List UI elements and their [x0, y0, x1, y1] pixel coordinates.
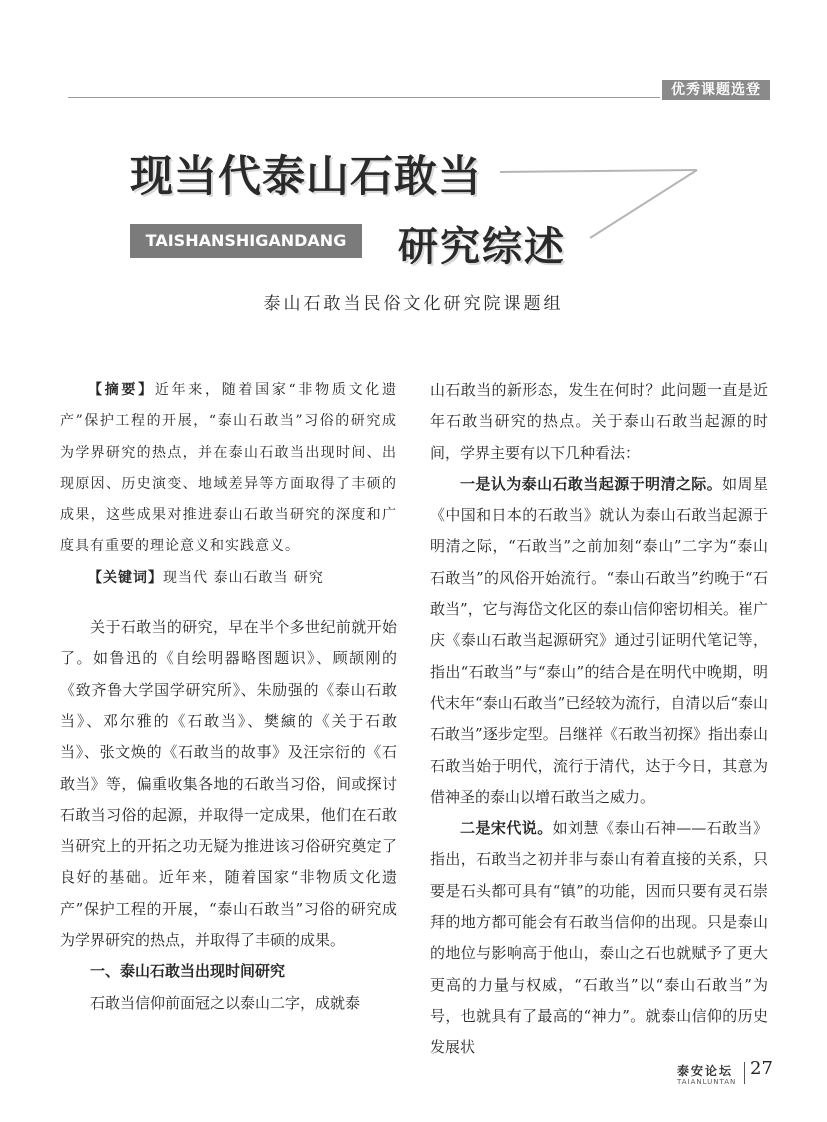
body-paragraph: 山石敢当的新形态，发生在何时？此问题一直是近年石敢当研究的热点。关于泰山石敢当起源的时间，学界主要有以下几种看法： [430, 381, 768, 462]
section-tag: 优秀课题选登 [662, 80, 770, 100]
body-paragraph [430, 813, 768, 1063]
body-paragraph: 石敢当信仰前面冠之以泰山二字，成就泰 [90, 993, 361, 1012]
footer-brand: 泰安论坛 [677, 1064, 734, 1078]
spacer [60, 594, 397, 612]
title-pinyin: TAISHANSHIGANDANG [130, 224, 362, 258]
abstract-text: 近年来，随着国家“非物质文化遗产”保护工程的开展，“泰山石敢当”习俗的研究成为学界研究的热点，并在泰山石敢当出现时间、出现原因、历史演变、地域差异等方面取得了丰硕的成果，这些成果对推进泰山石敢当研究的深度和广度具有重要的理论意义和实践意义。 [60, 382, 397, 555]
view-lead: 一是认为泰山石敢当起源于明清之际。 [460, 474, 723, 493]
article-title-line2: 研究综述 [398, 224, 566, 270]
section-heading: 一、泰山石敢当出现时间研究 [90, 962, 286, 981]
view-lead: 二是宋代说。 [460, 819, 553, 838]
view-text: 如周星《中国和日本的石敢当》就认为泰山石敢当起源于明清之际，“石敢当”之前加刻“泰山”二字为“泰山石敢当”的风俗开始流行。“泰山石敢当”约晚于“石敢当”，它与海岱文化区的泰山信仰密切相关。崔广庆《泰山石敢当起源研究》通过引证明代笔记等，指出“石敢当”与“泰山”的结合是在明代中晚期，明代末年“泰山石敢当”已经较为流行，自清以后“泰山石敢当”逐步定型。吕继祥《石敢当初探》指出泰山石敢当始于明代，流行于清代，达于今日，其意为借神圣的泰山以增石敢当之威力。 [430, 474, 769, 806]
deco-line-diagonal [590, 170, 697, 238]
article-title-line1: 现当代泰山石敢当 [130, 152, 482, 202]
deco-line-top [500, 170, 697, 172]
body-paragraph [430, 469, 768, 813]
body-paragraph: 关于石敢当的研究，早在半个多世纪前就开始了。如鲁迅的《自绘明器略图题识》、顾颉刚的《致齐鲁大学国学研究所》、朱励强的《泰山石敢当》、邓尔雅的《石敢当》、樊縯的《关于石敢当》、张文焕的《石敢当的故事》及汪宗衍的《石敢当》等，偏重收集各地的石敢当习俗，间或探讨石敢当习俗的起源，并取得一定成果，他们在石敢当研究上的开拓之功无疑为推进该习俗研究奠定了良好的基础。近年来，随着国家“非物质文化遗产”保护工程的开展，“泰山石敢当”习俗的研究成为学界研究的热点，并取得了丰硕的成果。 [60, 618, 397, 950]
page-number: 27 [750, 1058, 773, 1079]
view-text: 如刘慧《泰山石神——石敢当》指出，石敢当之初并非与泰山有着直接的关系，只要是石头都可具有“镇”的功能，因而只要有灵石崇拜的地方都可能会有石敢当信仰的出现。只是泰山的地位与影响高于他山，泰山之石也就赋予了更大更高的力量与权威，“石敢当”以“泰山石敢当”为号，也就具有了最高的“神力”。就泰山信仰的历史发展状 [430, 819, 768, 1057]
footer-brand-latin: TAIANLUNTAN [677, 1078, 737, 1086]
right-column [430, 375, 768, 1064]
abstract [60, 375, 397, 563]
keywords [60, 563, 397, 594]
footer-separator [744, 1062, 745, 1084]
keywords-label: 【关键词】 [88, 569, 163, 586]
abstract-label: 【摘要】 [88, 382, 155, 398]
keywords-text: 现当代 泰山石敢当 研究 [163, 569, 324, 586]
author-line: 泰山石敢当民俗文化研究院课题组 [263, 294, 564, 314]
left-column [60, 375, 397, 1019]
